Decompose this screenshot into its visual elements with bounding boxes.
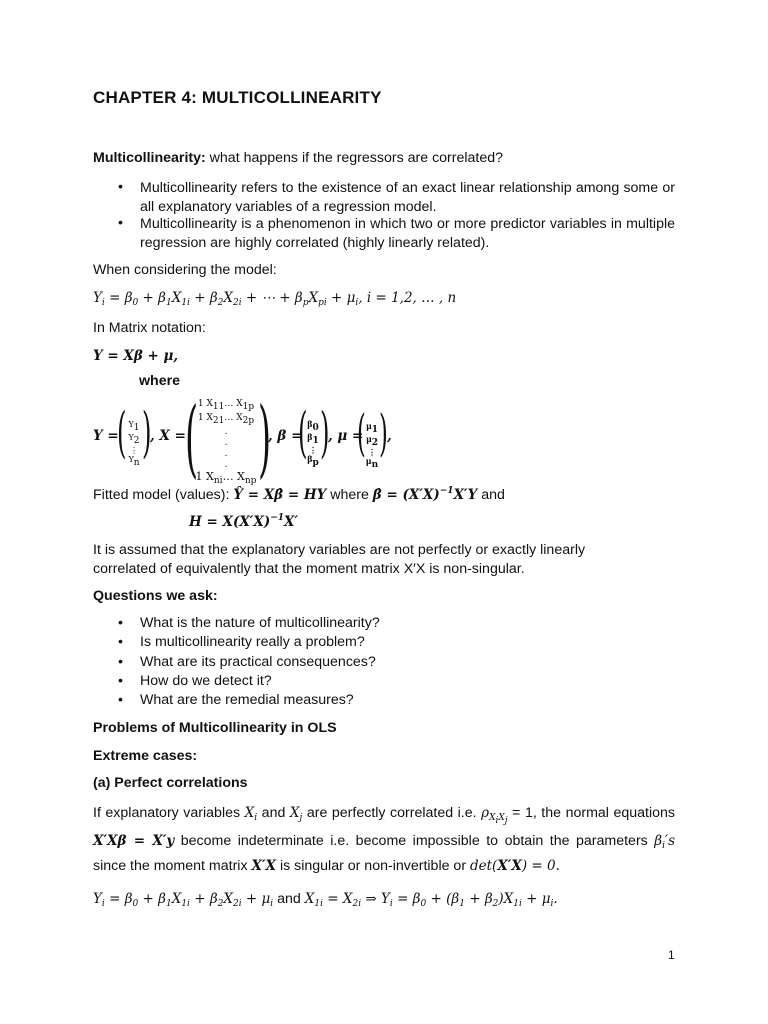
assumption-paragraph: It is assumed that the explanatory variables are not perfectly or exactly linearly correlated of equivalently that the moment matrix X′X is non-singular. xyxy=(93,542,586,577)
perfect-text-part: and xyxy=(257,805,290,821)
det-equation: det(X′X) = 0. xyxy=(469,858,560,874)
question-item: What are the remedial measures? xyxy=(140,692,354,708)
bullet-icon: • xyxy=(118,692,123,708)
intro-question: what happens if the regressors are correlated? xyxy=(205,150,504,166)
perfect-text-part: are perfectly correlated i.e. xyxy=(302,805,482,821)
right-paren-icon: ) xyxy=(379,404,388,462)
question-item: Is multicollinearity really a problem? xyxy=(140,634,365,650)
right-paren-icon: ) xyxy=(258,389,272,487)
extreme-heading: Extreme cases: xyxy=(93,748,198,764)
matrix-intro: In Matrix notation: xyxy=(93,320,206,336)
problems-heading: Problems of Multicollinearity in OLS xyxy=(93,720,337,736)
question-item: What is the nature of multicollinearity? xyxy=(140,615,380,631)
left-paren-icon: ( xyxy=(298,401,308,464)
chapter-title: CHAPTER 4: MULTICOLLINEARITY xyxy=(93,88,382,107)
xj-symbol: $X_j$ xyxy=(289,805,303,823)
perfect-text-part: If explanatory variables xyxy=(93,805,245,821)
beta-hat-equation: β̂ = $(X'X)^{-1}X'Y$ xyxy=(372,486,478,503)
intro-term: Multicollinearity: xyxy=(93,150,206,166)
reduced-model: $X_{1i} = X_{2i}$ ⇒ $Y_i = \beta_0 + (\beta_1 + \beta_2)X_{1i} + \mu_i$. xyxy=(304,891,558,909)
y-vector: $Y_1$ $Y_2$ ⋮ $Y_n$ xyxy=(128,420,140,468)
normal-equations: X′Xβ = X′y xyxy=(93,833,175,849)
left-paren-icon: ( xyxy=(117,401,127,464)
fitted-model-line xyxy=(93,486,505,503)
mu-label: , μ = xyxy=(328,428,364,444)
beta-label: , β = xyxy=(268,428,303,444)
comma: , xyxy=(387,428,392,444)
last-equation-line xyxy=(93,891,558,909)
where-label: where xyxy=(139,373,181,389)
betas-symbol: $\beta_i's$ xyxy=(654,833,675,851)
bullet-icon: • xyxy=(118,215,123,231)
bullet-icon: • xyxy=(118,654,123,670)
questions-heading: Questions we ask: xyxy=(93,588,218,604)
bullet-icon: • xyxy=(118,615,123,631)
model-intro: When considering the model: xyxy=(93,262,277,278)
perfect-text-part: since the moment matrix xyxy=(93,858,252,874)
question-item: How do we detect it? xyxy=(140,673,272,689)
x-label: , X = xyxy=(150,428,186,444)
y-label: Y = xyxy=(93,428,119,444)
moment-matrix: X′X xyxy=(251,858,276,874)
bullet-icon: • xyxy=(118,179,123,195)
right-paren-icon: ) xyxy=(320,401,330,464)
perfect-paragraph xyxy=(93,803,675,876)
right-paren-icon: ) xyxy=(142,401,152,464)
fitted-where: where xyxy=(326,487,373,503)
definition-item: Multicollinearity refers to the existence of an exact linear relationship among some or all explanatory variables of a regression model. xyxy=(140,180,675,215)
rho-symbol: $\rho_{X_iX_j}$ xyxy=(481,805,508,826)
perfect-text-part: is singular or non-invertible or xyxy=(276,858,470,874)
intro-line xyxy=(93,150,503,166)
left-paren-icon: ( xyxy=(185,389,199,487)
fitted-equation: Ŷ = Xβ̂ = HY xyxy=(233,487,327,503)
model-two-vars: $Y_i = \beta_0 + \beta_1X_{1i} + \beta_2X_{2i} + \mu_i$ xyxy=(93,891,274,909)
fitted-label: Fitted model (values): xyxy=(93,487,234,503)
perfect-text-part: become indeterminate i.e. become impossible to obtain the parameters xyxy=(174,833,655,849)
xi-symbol: $X_i$ xyxy=(244,805,258,823)
question-item: What are its practical consequences? xyxy=(140,654,376,670)
perfect-text-part: = 1, the normal equations xyxy=(507,805,675,821)
page-number: 1 xyxy=(668,948,675,962)
hat-matrix-equation: $H = X(X'X)^{-1}X'$ xyxy=(189,513,299,530)
left-paren-icon: ( xyxy=(357,404,366,462)
matrix-equation: Y = Xβ + μ, xyxy=(93,348,179,364)
x-matrix: 1 $X_{11}\dots$ $X_{1p}$ 1 $X_{21}\dots$ $X_{2p}$ . . . . 1 $X_{ni}\dots$ $X_{np}$ xyxy=(195,399,257,486)
beta-vector: $\beta_0$ $\beta_1$ ⋮ $\beta_p$ xyxy=(307,419,319,468)
and-text: and xyxy=(273,891,305,907)
bullet-icon: • xyxy=(118,673,123,689)
mu-vector: $\mu_1$ $\mu_2$ ⋮ $\mu_n$ xyxy=(365,421,379,470)
model-equation: $Y_i = \beta_0 + \beta_1X_{1i} + \beta_2X_{2i}$ + ⋯ + $\beta_pX_{pi} + \mu_i$, i = 1,2, … , n xyxy=(93,290,457,308)
perfect-heading: (a) Perfect correlations xyxy=(93,775,248,791)
definition-item: Multicollinearity is a phenomenon in which two or more predictor variables in multiple regression are highly correlated (highly linearly related). xyxy=(140,216,675,251)
fitted-and: and xyxy=(477,487,505,503)
bullet-icon: • xyxy=(118,634,123,650)
